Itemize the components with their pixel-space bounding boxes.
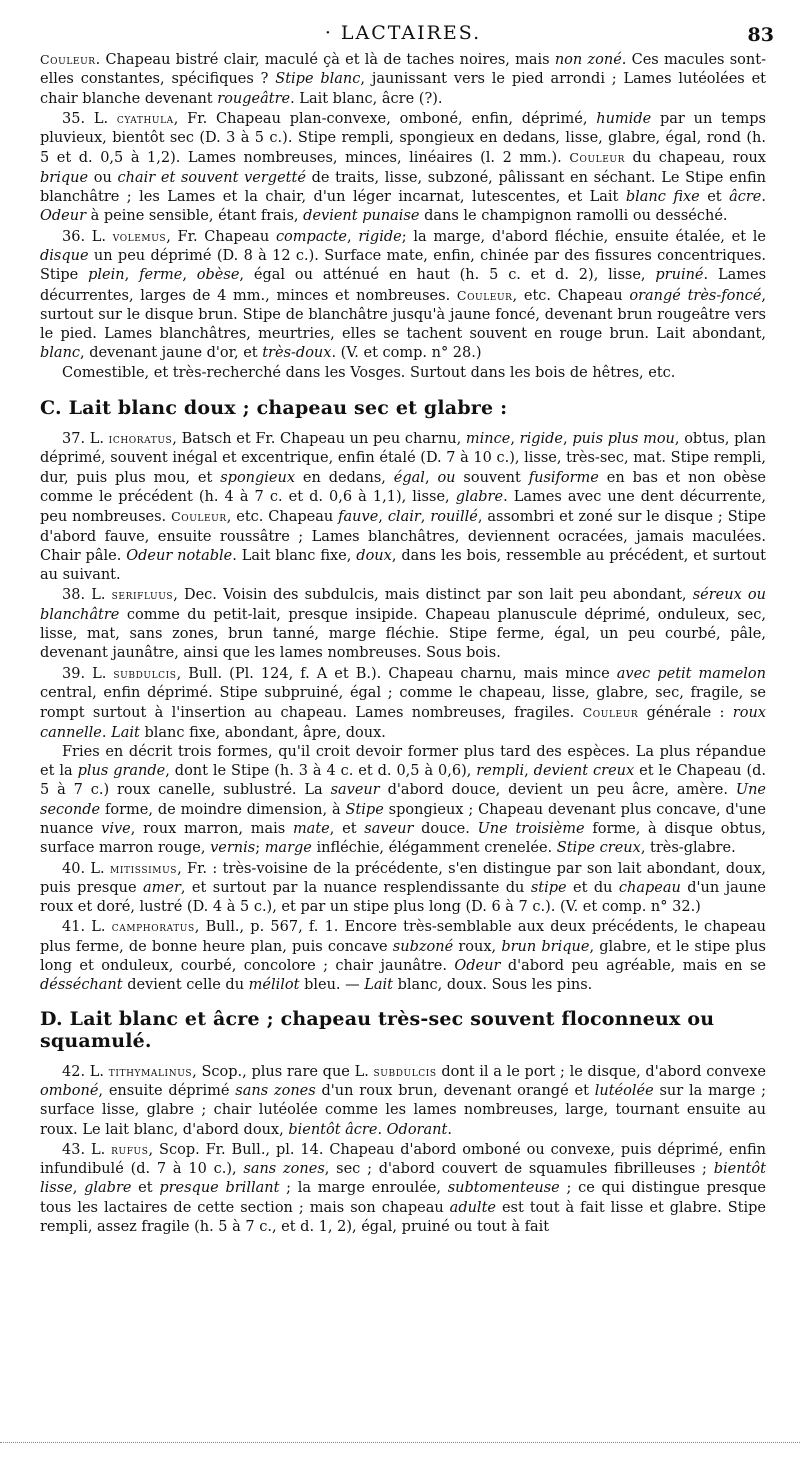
section-heading: C. Lait blanc doux ; chapeau sec et glabre : <box>40 397 508 420</box>
paragraph: 38. L. serifluus, Dec. Voisin des subdulcis, mais distinct par son lait peu abondant, séreux ou blanchâtre comme du petit-lait, presque insipide. Chapeau planuscule déprimé, onduleux, sec, lisse, mat, sans zones, brun tanné, marge fléchie. Stipe ferme, égal, un peu courbé, pâle, devenant jaunâtre, ainsi que les lames nombreuses. Sous bois. <box>40 587 766 662</box>
paragraph: Couleur. Chapeau bistré clair, maculé çà et là de taches noires, mais non zoné. Ces macules sont-elles constantes, spécifiques ? Stipe blanc, jaunissant vers le pied arrondi ; Lames lutéolées et chair blanche devenant rougeâtre. Lait blanc, âcre (?). <box>40 52 766 107</box>
footer-rule <box>0 1442 800 1443</box>
paragraph: 43. L. rufus, Scop. Fr. Bull., pl. 14. Chapeau d'abord omboné ou convexe, puis déprimé, enfin infundibulé (d. 7 à 10 c.), sans zones, sec ; d'abord couvert de squamules fibrilleuses ; bientôt lisse, glabre et presque brillant ; la marge enroulée, subtomenteuse ; ce qui distingue presque tous les lactaires de cette section ; mais son chapeau adulte est tout à fait lisse et glabre. Stipe rempli, assez fragile (h. 5 à 7 c., et d. 1, 2), égal, pruiné ou tout à fait <box>40 1141 767 1236</box>
paragraph: 36. L. volemus, Fr. Chapeau compacte, rigide; la marge, d'abord fléchie, ensuite étalée, et le disque un peu déprimé (D. 8 à 12 c.). Surface mate, enfin, chinée par des fissures concentriques. Stipe plein, ferme, obèse, égal ou atténué en haut (h. 5 c. et d. 2), lisse, pruiné. Lames décurrentes, larges de 4 mm., minces et nombreuses. Couleur, etc. Chapeau orangé très-foncé, surtout sur le disque brun. Stipe de blanchâtre jusqu'à jaune foncé, devenant brun rougeâtre vers le pied. Lames blanchâtres, meurtries, elles se tachent souvent en rouge brun. Lait abondant, blanc, devenant jaune d'or, et très-doux. (V. et comp. n° 28.) <box>40 228 767 362</box>
section-heading: D. Lait blanc et âcre ; chapeau très-sec souvent floconneux ou squamulé. <box>40 1007 715 1052</box>
paragraph: 35. L. cyathula, Fr. Chapeau plan-convexe, omboné, enfin, déprimé, humide par un temps pluvieux, bientôt sec (D. 3 à 5 c.). Stipe rempli, spongieux en dedans, lisse, glabre, égal, rond (h. 5 et d. 0,5 à 1,2). Lames nombreuses, minces, linéaires (l. 2 mm.). Couleur du chapeau, roux brique ou chair et souvent vergetté de traits, lisse, subzoné, pâlissant en séchant. Le Stipe enfin blanchâtre ; les Lames et la chair, d'un léger incarnat, lutescentes, et Lait blanc fixe et âcre. Odeur à peine sensible, étant frais, devient punaise dans le champignon ramolli ou desséché. <box>40 110 766 225</box>
paragraph: 41. L. camphoratus, Bull., p. 567, f. 1. Encore très-semblable aux deux précédents, le chapeau plus ferme, de bonne heure plan, puis concave subzoné roux, brun brique, glabre, et le stipe plus long et onduleux, courbé, concolore ; chair jaunâtre. Odeur d'abord peu agréable, mais en se désséchant devient celle du mélilot bleu. — Lait blanc, doux. Sous les pins. <box>40 919 767 994</box>
paragraph: Comestible, et très-recherché dans les Vosges. Surtout dans les bois de hêtres, etc. <box>62 364 676 381</box>
page <box>40 22 774 1237</box>
paragraph: Fries en décrit trois formes, qu'il croit devoir former plus tard des espèces. La plus répandue et la plus grande, dont le Stipe (h. 3 à 4 c. et d. 0,5 à 0,6), rempli, devient creux et le Chapeau (d. 5 à 7 c.) roux canelle, sublustré. La saveur d'abord douce, devient un peu âcre, amère. Une seconde forme, de moindre dimension, à Stipe spongieux ; Chapeau devenant plus concave, d'une nuance vive, roux marron, mais mate, et saveur douce. Une troisième forme, à disque obtus, surface marron rouge, vernis; marge infléchie, élégamment crenelée. Stipe creux, très-glabre. <box>40 743 767 857</box>
page-header <box>40 22 774 50</box>
paragraph: 42. L. tithymalinus, Scop., plus rare que L. subdulcis dont il a le port ; le disque, d'abord convexe omboné, ensuite déprimé sans zones d'un roux brun, devenant orangé et lutéolée sur la marge ; surface lisse, glabre ; chair lutéolée comme les lames nombreuses, large, tournant ensuite au roux. Le lait blanc, d'abord doux, bientôt âcre. Odorant. <box>40 1063 766 1138</box>
paragraph: 39. L. subdulcis, Bull. (Pl. 124, f. A et B.). Chapeau charnu, mais mince avec petit mamelon central, enfin déprimé. Stipe subpruiné, égal ; comme le chapeau, lisse, glabre, sec, fragile, se rompt surtout à l'insertion au chapeau. Lames nombreuses, fragiles. Couleur générale : roux cannelle. Lait blanc fixe, abondant, âpre, doux. <box>40 665 766 741</box>
running-head: · LACTAIRES. <box>324 22 482 44</box>
body-text <box>40 50 766 1237</box>
paragraph: 40. L. mitissimus, Fr. : très-voisine de la précédente, s'en distingue par son lait abondant, doux, puis presque amer, et surtout par la nuance resplendissante du stipe et du chapeau d'un jaune roux et doré, lustré (D. 4 à 5 c.), et par un stipe plus long (D. 6 à 7 c.). (V. et comp. n° 32.) <box>40 860 767 916</box>
page-number: 83 <box>747 24 774 46</box>
paragraph: 37. L. ichoratus, Batsch et Fr. Chapeau un peu charnu, mince, rigide, puis plus mou, obtus, plan déprimé, souvent inégal et excentrique, enfin étalé (D. 7 à 10 c.), lisse, très-sec, mat. Stipe rempli, dur, puis plus mou, et spongieux en dedans, égal, ou souvent fusiforme en bas et non obèse comme le précédent (h. 4 à 7 c. et d. 0,6 à 1,1), lisse, glabre. Lames avec une dent décurrente, peu nombreuses. Couleur, etc. Chapeau fauve, clair, rouillé, assombri et zoné sur le disque ; Stipe d'abord fauve, ensuite roussâtre ; Lames blanchâtres, deviennent ocracées, jamais maculées. Chair pâle. Odeur notable. Lait blanc fixe, doux, dans les bois, ressemble au précédent, et surtout au suivant. <box>40 431 767 584</box>
